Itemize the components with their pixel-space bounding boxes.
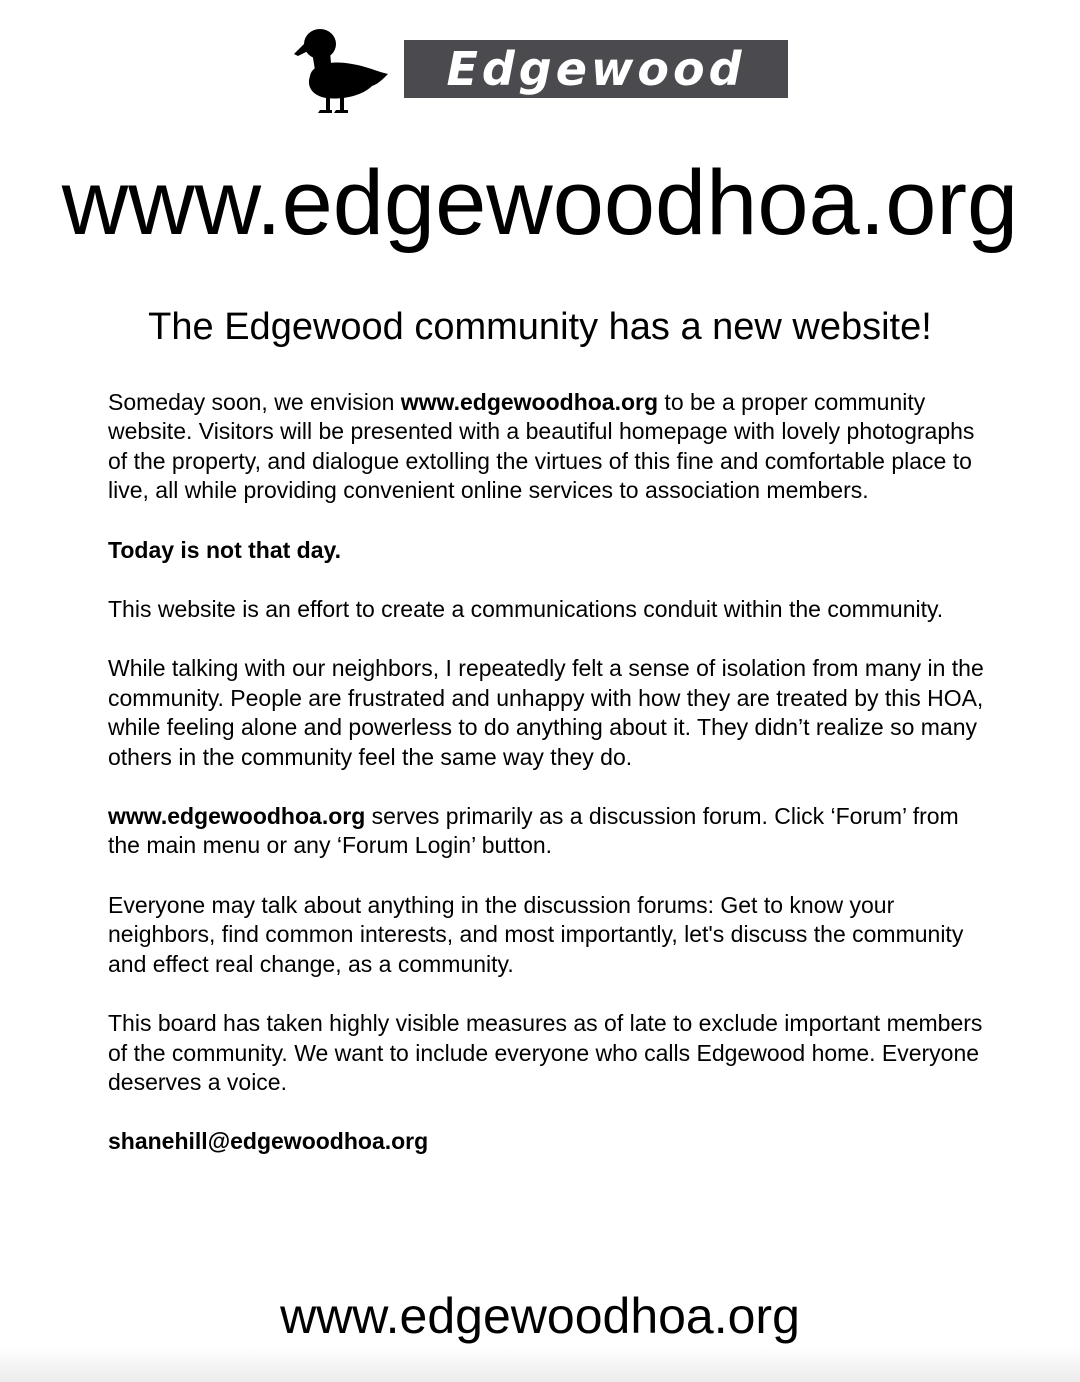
logo-text: Edgewood xyxy=(446,42,746,96)
not-today-text: Today is not that day. xyxy=(108,536,341,563)
paragraph-forum xyxy=(108,802,988,861)
body-text xyxy=(108,388,988,1187)
paragraph-vision-rest: to be a proper community website. Visitors will be presented with a beautiful homepage with lovely photographs of the property, and dialogue extolling the virtues of this fine and comfortable place to live, all while providing convenient online services to association members. xyxy=(108,389,975,504)
paragraph-inclusion: This board has taken highly visible measures as of late to exclude important members of the community. We want to include everyone who calls Edgewood home. Everyone deserves a voice. xyxy=(108,1010,983,1095)
paragraph-not-today xyxy=(108,536,988,565)
inline-url: www.edgewoodhoa.org xyxy=(108,803,366,830)
paragraph-vision xyxy=(108,388,988,506)
paragraph-isolation: While talking with our neighbors, I repeatedly felt a sense of isolation from many in the community. People are frustrated and unhappy with how they are treated by this HOA, while feeling alone and powerless to do anything about it. They didn’t realize so many others in the community feel the same way they do. xyxy=(108,655,984,770)
duck-icon xyxy=(292,24,388,114)
page-bottom-edge xyxy=(0,1346,1080,1382)
inline-url: www.edgewoodhoa.org xyxy=(400,389,659,415)
edgewood-logo xyxy=(290,24,790,116)
logo-plate xyxy=(404,40,788,98)
paragraph-vision-lead: Someday soon, we envision xyxy=(108,389,401,415)
footer-url: www.edgewoodhoa.org xyxy=(280,1288,800,1344)
headline: The Edgewood community has a new website! xyxy=(148,306,932,348)
header-url: www.edgewoodhoa.org xyxy=(61,152,1019,254)
paragraph-discussion: Everyone may talk about anything in the discussion forums: Get to know your neighbors, find common interests, and most importantly, let's discuss the community and effect real change, as a community. xyxy=(108,891,964,977)
contact-email: shanehill@edgewoodhoa.org xyxy=(108,1128,429,1155)
paragraph-purpose: This website is an effort to create a communications conduit within the community. xyxy=(108,596,944,623)
paragraph-forum-rest: serves primarily as a discussion forum. Click ‘Forum’ from the main menu or any ‘Forum Login’ button. xyxy=(108,803,959,859)
